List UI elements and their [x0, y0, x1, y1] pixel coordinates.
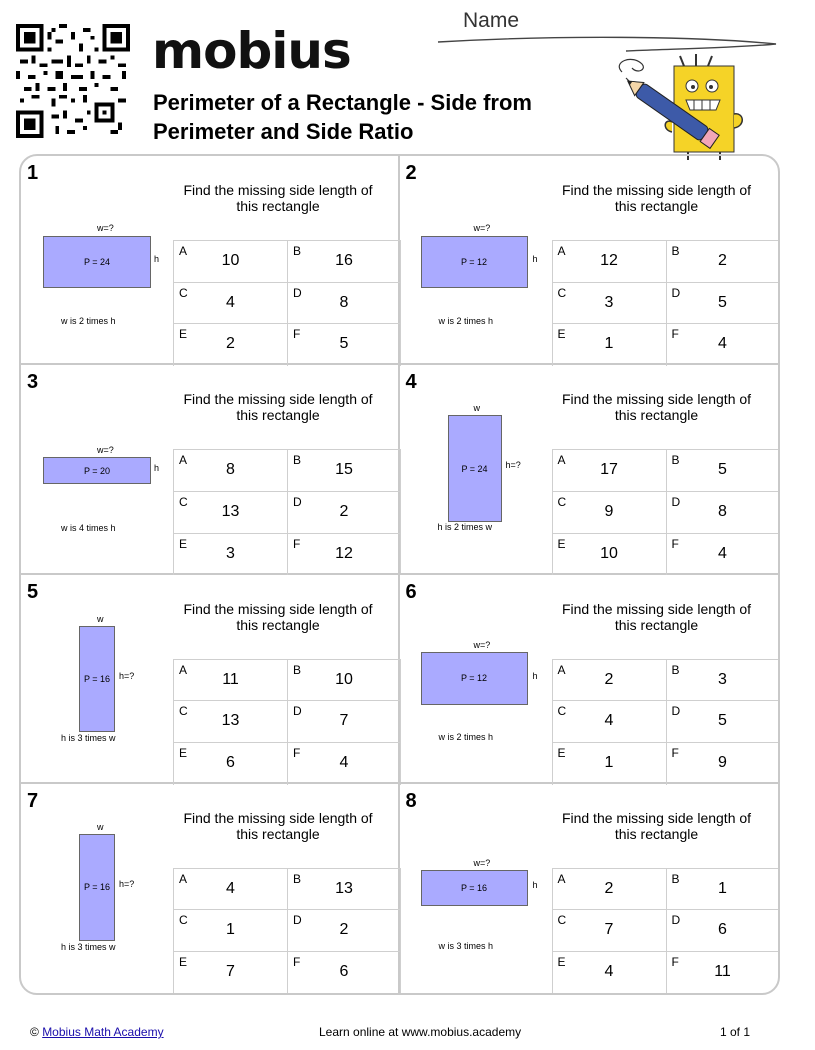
side-label: h [532, 254, 538, 264]
question-prompt: Find the missing side length of this rectangle [561, 600, 752, 633]
option-value: 7 [226, 963, 235, 981]
answer-option[interactable] [287, 910, 401, 952]
answer-option[interactable] [666, 283, 780, 325]
rectangle-shape [79, 834, 115, 941]
option-letter: D [293, 913, 302, 928]
option-value: 4 [718, 544, 727, 562]
option-letter: B [671, 662, 680, 677]
option-value: 2 [604, 670, 614, 688]
answer-option[interactable] [552, 534, 666, 576]
question-prompt: Find the missing side length of this rectangle [183, 600, 373, 633]
question-5 [21, 575, 400, 784]
answer-option[interactable] [287, 492, 401, 534]
rectangle-figure [400, 575, 550, 782]
option-letter: A [557, 662, 566, 677]
option-value: 2 [339, 502, 349, 520]
option-value: 5 [718, 712, 727, 730]
rectangle-shape [421, 870, 528, 906]
perimeter-label: P = 12 [460, 673, 488, 683]
option-value: 5 [718, 461, 727, 479]
option-letter: A [179, 244, 188, 258]
option-value: 6 [339, 963, 349, 981]
option-value: 12 [600, 252, 618, 269]
option-letter: D [671, 704, 681, 719]
ratio-label: w is 2 times h [61, 316, 116, 326]
option-value: 1 [604, 335, 614, 353]
question-number: 5 [27, 580, 39, 603]
answer-option[interactable] [173, 324, 287, 366]
option-value: 5 [718, 293, 727, 311]
answer-option[interactable] [666, 660, 780, 702]
answer-choices [173, 240, 401, 366]
top-label: w=? [97, 445, 114, 456]
top-label: w [97, 821, 104, 832]
option-letter: E [557, 536, 566, 551]
question-4 [400, 365, 779, 574]
answer-option[interactable] [287, 701, 401, 743]
option-letter: D [671, 913, 681, 928]
answer-option[interactable] [287, 660, 401, 702]
answer-option[interactable] [173, 743, 287, 785]
answer-option[interactable] [287, 241, 401, 283]
answer-option[interactable] [666, 952, 780, 994]
answer-option[interactable] [552, 450, 666, 492]
name-label: Name [463, 9, 520, 32]
option-value: 6 [226, 753, 235, 771]
answer-option[interactable] [173, 910, 287, 952]
option-letter: D [293, 494, 302, 509]
option-letter: E [179, 745, 188, 760]
question-number: 2 [405, 162, 417, 184]
answer-option[interactable] [666, 534, 780, 576]
option-letter: F [293, 536, 301, 551]
question-prompt: Find the missing side length of this rectangle [183, 391, 373, 424]
page-number: 1 of 1 [720, 1025, 751, 1039]
ratio-label: w is 3 times h [438, 940, 494, 951]
option-value: 12 [335, 544, 353, 562]
option-letter: E [557, 327, 566, 342]
answer-option[interactable] [173, 241, 287, 283]
question-prompt: Find the missing side length of this rectangle [183, 182, 373, 214]
option-letter: E [179, 955, 188, 970]
answer-option[interactable] [552, 743, 666, 785]
option-letter: C [557, 494, 567, 509]
rectangle-shape [79, 626, 115, 732]
answer-option[interactable] [173, 701, 287, 743]
answer-choices [173, 659, 401, 785]
rectangle-shape [421, 236, 528, 288]
question-prompt: Find the missing side length of this rectangle [561, 182, 752, 214]
mobius-academy-link[interactable]: Mobius Math Academy [42, 1025, 164, 1039]
option-value: 3 [718, 670, 727, 688]
option-letter: D [293, 704, 302, 719]
option-value: 1 [718, 879, 727, 897]
option-value: 8 [718, 502, 727, 520]
answer-option[interactable] [173, 450, 287, 492]
option-letter: B [293, 871, 302, 886]
mascot-illustration [612, 52, 752, 162]
question-number: 1 [27, 162, 39, 184]
option-value: 16 [335, 252, 353, 269]
option-value: 3 [604, 293, 614, 311]
rectangle-figure [400, 365, 550, 572]
question-7 [21, 784, 400, 993]
option-value: 4 [226, 879, 235, 897]
answer-option[interactable] [287, 534, 401, 576]
answer-choices [173, 449, 401, 575]
question-number: 4 [405, 371, 417, 394]
option-value: 5 [339, 335, 349, 353]
option-value: 6 [718, 921, 727, 939]
option-value: 10 [221, 252, 240, 269]
option-letter: A [179, 662, 188, 677]
option-letter: A [557, 871, 566, 886]
option-letter: B [671, 244, 680, 258]
option-value: 9 [604, 502, 614, 520]
answer-option[interactable] [287, 952, 401, 994]
option-value: 3 [226, 544, 235, 562]
option-value: 2 [226, 335, 235, 353]
option-value: 11 [222, 670, 239, 688]
rectangle-figure [21, 156, 171, 363]
question-prompt: Find the missing side length of this rectangle [561, 809, 752, 842]
option-letter: D [293, 285, 302, 300]
side-label: h [532, 879, 538, 890]
option-letter: F [671, 536, 679, 551]
rectangle-shape [43, 236, 151, 288]
footer-center-text: Learn online at www.mobius.academy [319, 1025, 522, 1039]
answer-option[interactable] [287, 324, 401, 366]
question-2 [400, 156, 779, 365]
perimeter-label: P = 12 [460, 257, 488, 267]
question-prompt: Find the missing side length of this rectangle [183, 809, 373, 842]
answer-option[interactable] [666, 492, 780, 534]
option-letter: C [557, 913, 567, 928]
option-value: 2 [718, 252, 727, 269]
answer-option[interactable] [666, 450, 780, 492]
ratio-label: h is 2 times w [437, 522, 493, 533]
answer-option[interactable] [666, 743, 780, 785]
option-value: 11 [714, 963, 731, 981]
option-letter: D [671, 285, 681, 300]
option-value: 1 [226, 921, 235, 939]
perimeter-label: P = 16 [83, 882, 111, 893]
side-label: h=? [505, 460, 521, 471]
option-value: 2 [604, 879, 614, 897]
option-letter: B [293, 662, 302, 677]
option-value: 9 [718, 753, 727, 771]
answer-option[interactable] [666, 324, 780, 366]
side-label: h [532, 670, 538, 681]
option-letter: C [179, 704, 188, 719]
question-number: 6 [405, 580, 417, 603]
question-8 [400, 784, 779, 993]
option-letter: E [179, 536, 188, 551]
answer-choices [552, 449, 780, 575]
option-letter: B [671, 871, 680, 886]
answer-option[interactable] [287, 283, 401, 325]
option-letter: E [557, 955, 566, 970]
answer-option[interactable] [552, 283, 666, 325]
rectangle-shape [421, 652, 528, 705]
option-value: 10 [335, 670, 353, 688]
answer-option[interactable] [552, 869, 666, 911]
rectangle-shape [43, 457, 151, 484]
question-1 [21, 156, 400, 365]
option-letter: F [671, 955, 679, 970]
ratio-label: w is 4 times h [61, 523, 116, 534]
rectangle-shape [448, 415, 502, 522]
answer-option[interactable] [552, 952, 666, 994]
option-letter: C [179, 285, 188, 300]
answer-option[interactable] [287, 869, 401, 911]
option-value: 7 [604, 921, 614, 939]
option-value: 13 [221, 712, 240, 730]
option-letter: A [557, 244, 566, 258]
option-letter: C [557, 704, 567, 719]
ratio-label: h is 3 times w [61, 732, 116, 743]
option-letter: B [671, 453, 680, 468]
option-value: 13 [335, 879, 353, 897]
answer-option[interactable] [552, 910, 666, 952]
page-title: Perimeter of a Rectangle - Side from Perimeter and Side Ratio [153, 90, 532, 144]
answer-option[interactable] [666, 869, 780, 911]
answer-option[interactable] [552, 241, 666, 283]
option-letter: A [179, 453, 188, 468]
answer-option[interactable] [552, 701, 666, 743]
answer-option[interactable] [287, 450, 401, 492]
footer-copyright [30, 1025, 164, 1039]
option-letter: A [179, 871, 188, 886]
logo-text: mobius [152, 22, 351, 80]
option-letter: E [557, 745, 566, 760]
rectangle-figure [400, 156, 550, 363]
answer-option[interactable] [173, 869, 287, 911]
option-value: 13 [221, 502, 240, 520]
answer-choices [552, 868, 780, 994]
answer-option[interactable] [552, 324, 666, 366]
ratio-label: w is 2 times h [438, 731, 494, 742]
qr-code [16, 24, 130, 138]
option-value: 15 [335, 461, 353, 479]
answer-choices [552, 240, 780, 366]
answer-choices [552, 659, 780, 785]
ratio-label: h is 3 times w [61, 941, 116, 952]
question-number: 3 [27, 371, 39, 394]
option-letter: F [671, 745, 679, 760]
option-value: 10 [600, 544, 618, 562]
side-label: h=? [119, 670, 135, 681]
ratio-label: w is 2 times h [438, 316, 494, 326]
option-value: 8 [226, 461, 235, 479]
answer-option[interactable] [173, 952, 287, 994]
answer-option[interactable] [173, 534, 287, 576]
side-label: h [154, 463, 160, 474]
perimeter-label: P = 24 [461, 463, 488, 474]
option-value: 4 [604, 712, 614, 730]
option-value: 4 [718, 335, 727, 353]
question-number: 7 [27, 789, 39, 812]
copyright-symbol: © [30, 1025, 39, 1039]
option-letter: C [179, 494, 188, 509]
perimeter-label: P = 24 [83, 257, 111, 267]
mobius-logo [152, 22, 351, 80]
option-letter: B [293, 244, 302, 258]
top-label: w=? [97, 223, 114, 233]
question-grid [19, 154, 780, 995]
side-label: h [154, 254, 160, 264]
answer-option[interactable] [552, 660, 666, 702]
question-prompt: Find the missing side length of this rectangle [561, 391, 752, 424]
question-3 [21, 365, 400, 574]
perimeter-label: P = 16 [83, 673, 111, 684]
option-value: 2 [339, 921, 349, 939]
question-number: 8 [405, 789, 417, 812]
top-label: w [97, 613, 104, 624]
answer-option[interactable] [666, 241, 780, 283]
rectangle-figure [400, 784, 550, 991]
option-letter: D [671, 494, 681, 509]
option-letter: C [557, 285, 567, 300]
answer-option[interactable] [173, 492, 287, 534]
option-value: 4 [226, 293, 235, 311]
rectangle-figure [21, 575, 171, 782]
side-label: h=? [119, 878, 135, 889]
answer-option[interactable] [173, 283, 287, 325]
option-letter: F [293, 955, 301, 970]
answer-option[interactable] [666, 701, 780, 743]
option-value: 8 [339, 293, 349, 311]
top-label: w=? [473, 223, 491, 233]
option-value: 4 [339, 753, 349, 771]
top-label: w=? [473, 639, 491, 650]
option-letter: F [293, 745, 301, 760]
option-letter: B [293, 453, 302, 468]
perimeter-label: P = 16 [460, 882, 488, 893]
option-letter: A [557, 453, 566, 468]
question-6 [400, 575, 779, 784]
option-value: 4 [604, 963, 614, 981]
option-value: 7 [339, 712, 349, 730]
option-letter: F [671, 327, 679, 342]
option-letter: C [179, 913, 188, 928]
answer-option[interactable] [666, 910, 780, 952]
answer-option[interactable] [173, 660, 287, 702]
answer-choices [173, 868, 401, 994]
option-letter: F [293, 327, 301, 342]
option-letter: E [179, 327, 188, 342]
answer-option[interactable] [552, 492, 666, 534]
top-label: w [473, 403, 480, 414]
perimeter-label: P = 20 [83, 465, 111, 476]
answer-option[interactable] [287, 743, 401, 785]
top-label: w=? [473, 857, 491, 868]
option-value: 1 [604, 753, 614, 771]
option-value: 17 [600, 461, 618, 479]
rectangle-figure [21, 784, 171, 991]
rectangle-figure [21, 365, 171, 572]
